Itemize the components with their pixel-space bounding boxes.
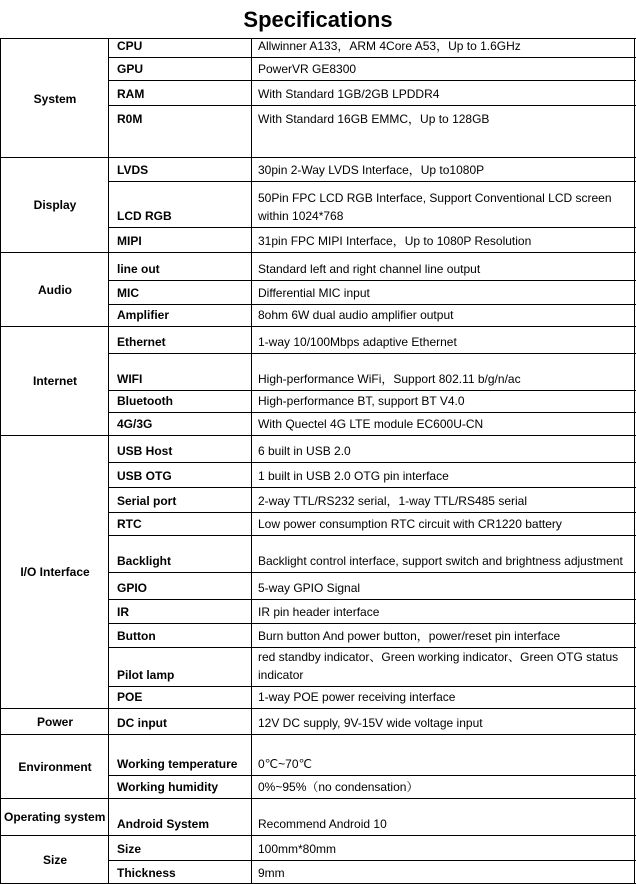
spec-item-value	[258, 573, 632, 599]
spec-value-text: With Standard 1GB/2GB LPDDR4	[258, 87, 440, 101]
spec-item-text: GPIO	[117, 581, 148, 595]
spec-item-text: Amplifier	[117, 308, 170, 322]
spec-item-label	[117, 436, 249, 462]
spec-item-label	[117, 305, 249, 326]
spec-item-label	[117, 354, 249, 390]
spec-item-label	[117, 600, 249, 623]
spec-item-label	[117, 413, 249, 435]
spec-value-text: 1-way POE power receiving interface	[258, 690, 456, 704]
spec-value-text: 5-way GPIO Signal	[258, 581, 361, 595]
spec-value-text: Low power consumption RTC circuit with CR1220 battery	[258, 517, 562, 531]
spec-item-value	[258, 513, 632, 535]
spec-item-value	[258, 413, 632, 435]
spec-item-value	[258, 836, 632, 860]
spec-item-label	[117, 58, 249, 80]
page-title: Specifications	[243, 7, 393, 32]
spec-item-text: CPU	[117, 39, 143, 53]
spec-item-label	[117, 391, 249, 412]
spec-item-label	[117, 327, 249, 353]
spec-item-label	[117, 573, 249, 599]
spec-item-label	[117, 624, 249, 647]
spec-value-text: 1 built in USB 2.0 OTG pin interface	[258, 469, 449, 483]
spec-item-text: GPU	[117, 62, 144, 76]
spec-item-text: Backlight	[117, 554, 172, 568]
spec-item-text: POE	[117, 690, 143, 704]
spec-item-text: Working humidity	[117, 780, 219, 794]
spec-item-value	[258, 106, 632, 130]
spec-item-label	[117, 81, 249, 105]
spec-value-text: PowerVR GE8300	[258, 62, 357, 76]
spec-item-label	[117, 106, 249, 130]
group-label: Display	[33, 198, 77, 212]
spec-item-label	[117, 228, 249, 252]
spec-item-value	[258, 158, 632, 181]
spec-item-value	[258, 182, 632, 227]
spec-item-value	[258, 58, 632, 80]
spec-item-label	[117, 861, 249, 884]
spec-item-label	[117, 776, 249, 798]
group-label: Size	[42, 853, 67, 867]
spec-item-label	[117, 687, 249, 708]
table-border-left	[0, 38, 1, 884]
spec-item-text: Serial port	[117, 494, 177, 508]
spec-item-value	[258, 776, 632, 798]
spec-item-label	[117, 648, 249, 686]
group-label: Power	[36, 714, 73, 729]
spec-value-text: 6 built in USB 2.0	[258, 444, 351, 458]
spec-value-text: 0%~95%（no condensation）	[258, 780, 419, 794]
spec-item-value	[258, 861, 632, 884]
spec-item-text: 4G/3G	[117, 417, 153, 431]
spec-item-value	[258, 354, 632, 390]
spec-value-text: 8ohm 6W dual audio amplifier output	[258, 308, 454, 322]
spec-value-text: Allwinner A133，ARM 4Core A53，Up to 1.6GHz	[258, 39, 521, 53]
spec-item-label	[117, 463, 249, 487]
spec-value-text: 9mm	[258, 866, 285, 880]
spec-item-value	[258, 624, 632, 647]
spec-item-text: RAM	[117, 87, 145, 101]
spec-item-value	[258, 40, 632, 57]
spec-value-text: 2-way TTL/RS232 serial，1-way TTL/RS485 serial	[258, 494, 527, 508]
spec-item-label	[117, 182, 249, 227]
spec-value-text: 0℃~70℃	[258, 757, 312, 771]
spec-item-label	[117, 158, 249, 181]
spec-value-text: 100mm*80mm	[258, 842, 337, 856]
spec-item-text: LCD RGB	[117, 209, 172, 223]
spec-item-value	[258, 391, 632, 412]
spec-item-text: Ethernet	[117, 335, 166, 349]
spec-item-label	[117, 709, 249, 734]
spec-item-text: Working temperature	[117, 757, 238, 771]
group-label: System	[33, 91, 77, 106]
spec-value-text: IR pin header interface	[258, 605, 380, 619]
spec-item-text: Button	[117, 629, 156, 643]
spec-item-value	[258, 648, 632, 686]
spec-item-label	[117, 836, 249, 860]
group-label: Audio	[38, 282, 72, 297]
spec-item-text: Android System	[117, 817, 210, 831]
spec-value-text: 30pin 2-Way LVDS Interface，Up to1080P	[258, 163, 485, 177]
spec-item-value	[258, 436, 632, 462]
group-label: I/O Interface	[20, 565, 90, 579]
spec-value-text: Burn button And power button，power/reset pin interface	[258, 629, 561, 643]
spec-item-text: WIFI	[117, 372, 143, 386]
spec-item-text: DC input	[117, 716, 167, 730]
spec-item-label	[117, 488, 249, 512]
spec-value-text: 1-way 10/100Mbps adaptive Ethernet	[258, 335, 457, 349]
spec-item-text: USB OTG	[117, 469, 172, 483]
spec-item-text: LVDS	[117, 163, 149, 177]
group-label: Environment	[18, 759, 92, 774]
spec-item-value	[258, 81, 632, 105]
spec-item-value	[258, 600, 632, 623]
spec-item-label	[117, 281, 249, 304]
spec-value-text: With Standard 16GB EMMC，Up to 128GB	[258, 112, 490, 126]
spec-value-text: 31pin FPC MIPI Interface，Up to 1080P Resolution	[258, 234, 532, 248]
spec-item-value	[258, 536, 632, 572]
spec-item-text: IR	[117, 605, 129, 619]
spec-item-text: R0M	[117, 112, 143, 126]
spec-value-text: Standard left and right channel line output	[258, 262, 481, 276]
spec-item-value	[258, 687, 632, 708]
spec-item-value	[258, 228, 632, 252]
spec-value-text: 50Pin FPC LCD RGB Interface, Support Conventional LCD screen within 1024*768	[258, 191, 612, 223]
spec-item-value	[258, 709, 632, 734]
group-label: Operating system	[4, 810, 106, 824]
group-label: Internet	[32, 374, 77, 388]
spec-item-label	[117, 799, 249, 835]
spec-item-value	[258, 799, 632, 835]
spec-value-text: High-performance WiFi，Support 802.11 b/g/n/ac	[258, 372, 521, 386]
column-divider	[251, 38, 252, 884]
spec-value-text: red standby indicator、Green working indicator、Green OTG status indicator	[258, 650, 619, 682]
spec-item-value	[258, 305, 632, 326]
spec-item-label	[117, 735, 249, 775]
spec-item-value	[258, 327, 632, 353]
spec-item-text: MIPI	[117, 234, 142, 248]
spec-item-text: Thickness	[117, 866, 176, 880]
column-divider	[108, 38, 109, 884]
spec-value-text: Differential MIC input	[258, 286, 370, 300]
table-border-right	[634, 38, 635, 884]
spec-item-label	[117, 513, 249, 535]
spec-item-value	[258, 735, 632, 775]
spec-value-text: 12V DC supply, 9V-15V wide voltage input	[258, 716, 483, 730]
spec-value-text: Backlight control interface, support switch and brightness adjustment	[258, 554, 623, 568]
spec-item-label	[117, 536, 249, 572]
spec-item-label	[117, 40, 249, 57]
spec-item-value	[258, 488, 632, 512]
spec-item-label	[117, 253, 249, 280]
spec-item-text: Size	[117, 842, 142, 856]
spec-item-text: Bluetooth	[117, 394, 173, 408]
spec-value-text: With Quectel 4G LTE module EC600U-CN	[258, 417, 484, 431]
spec-item-value	[258, 281, 632, 304]
spec-value-text: Recommend Android 10	[258, 817, 387, 831]
spec-item-text: Pilot lamp	[117, 668, 175, 682]
spec-item-text: USB Host	[117, 444, 173, 458]
spec-item-text: MIC	[117, 286, 139, 300]
spec-item-value	[258, 463, 632, 487]
spec-item-text: RTC	[117, 517, 142, 531]
spec-item-value	[258, 253, 632, 280]
spec-item-text: line out	[117, 262, 160, 276]
spec-value-text: High-performance BT, support BT V4.0	[258, 394, 465, 408]
